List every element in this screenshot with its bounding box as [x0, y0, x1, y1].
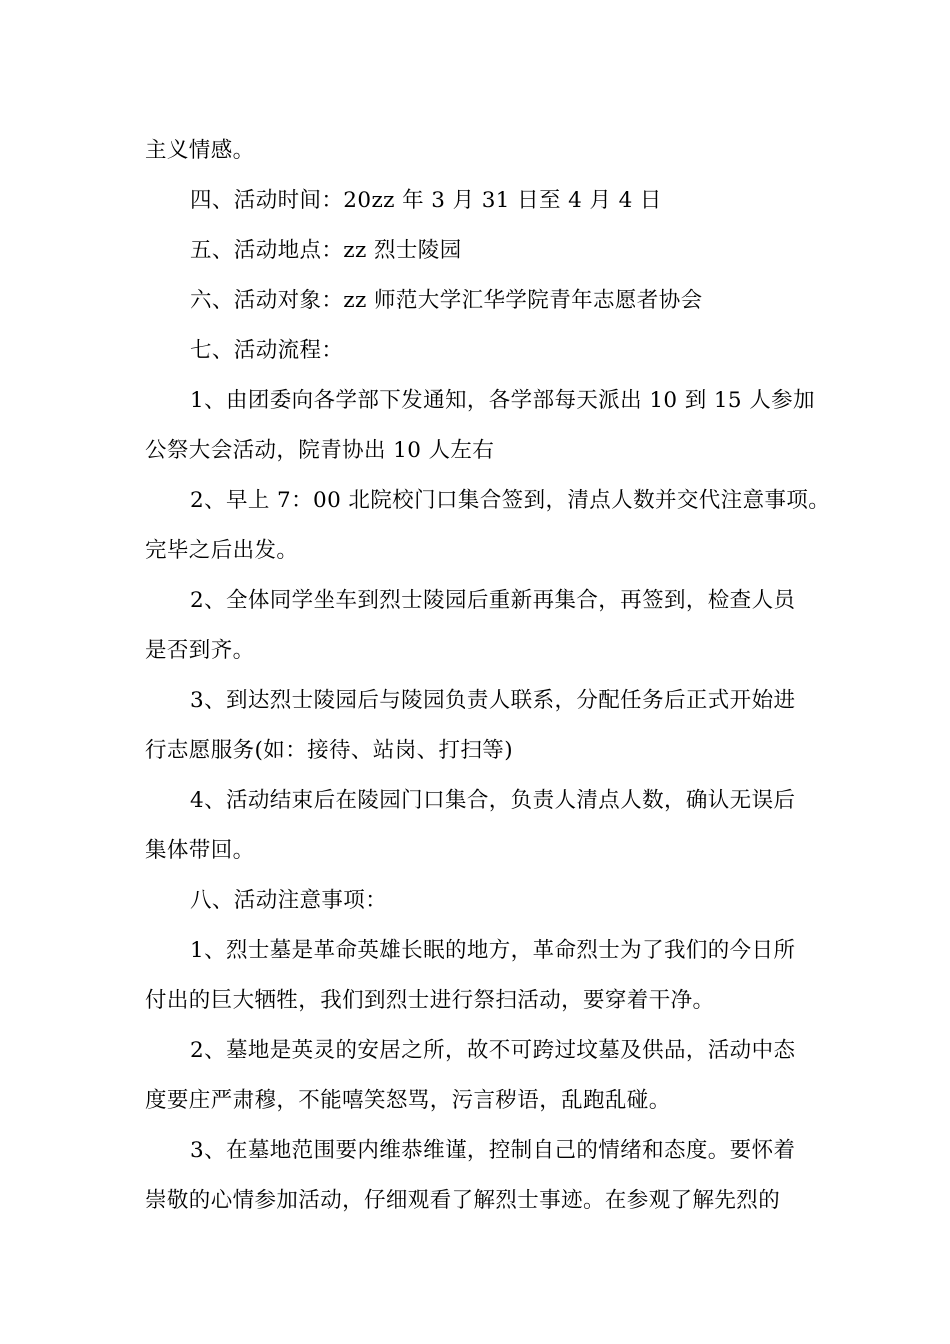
text-line: 崇敬的心情参加活动，仔细观看了解烈士事迹。在参观了解先烈的	[145, 1188, 781, 1213]
text-line: 1、由团委向各学部下发通知，各学部每天派出 10 到 15 人参加	[190, 388, 815, 413]
text-line: 1、烈士墓是革命英雄长眠的地方，革命烈士为了我们的今日所	[190, 938, 796, 963]
text-line: 公祭大会活动，院青协出 10 人左右	[145, 438, 495, 463]
text-line: 2、早上 7：00 北院校门口集合签到，清点人数并交代注意事项。	[190, 488, 831, 513]
text-line: 度要庄严肃穆，不能嘻笑怒骂，污言秽语，乱跑乱碰。	[145, 1088, 671, 1113]
section-heading-notes: 八、活动注意事项：	[190, 888, 388, 913]
text-line: 主义情感。	[145, 138, 255, 163]
text-line: 是否到齐。	[145, 638, 255, 663]
text-line: 行志愿服务(如：接待、站岗、打扫等)	[145, 738, 513, 763]
section-heading-location: 五、活动地点：zz 烈士陵园	[190, 238, 462, 263]
text-line: 2、墓地是英灵的安居之所，故不可跨过坟墓及供品，活动中态	[190, 1038, 796, 1063]
text-line: 4、活动结束后在陵园门口集合，负责人清点人数，确认无误后	[190, 788, 796, 813]
section-heading-participants: 六、活动对象：zz 师范大学汇华学院青年志愿者协会	[190, 288, 703, 313]
text-line: 3、在墓地范围要内维恭维谨，控制自己的情绪和态度。要怀着	[190, 1138, 796, 1163]
text-line: 付出的巨大牺牲，我们到烈士进行祭扫活动，要穿着干净。	[145, 988, 715, 1013]
text-line: 2、全体同学坐车到烈士陵园后重新再集合，再签到，检查人员	[190, 588, 796, 613]
section-heading-time: 四、活动时间：20zz 年 3 月 31 日至 4 月 4 日	[190, 188, 662, 213]
text-line: 3、到达烈士陵园后与陵园负责人联系，分配任务后正式开始进	[190, 688, 796, 713]
section-heading-process: 七、活动流程：	[190, 338, 344, 363]
text-line: 完毕之后出发。	[145, 538, 299, 563]
text-line: 集体带回。	[145, 838, 255, 863]
